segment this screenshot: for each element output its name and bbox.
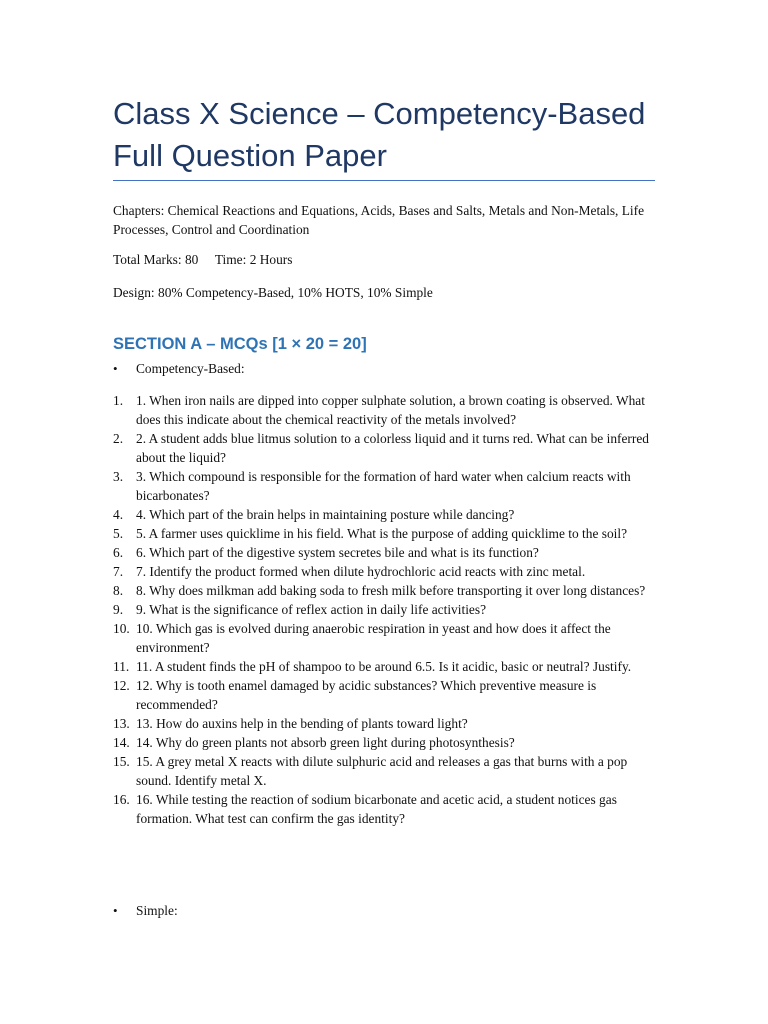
question-text: 16. While testing the reaction of sodium bicarbonate and acetic acid, a student notices gas formation. What test can confirm the gas identity? (136, 792, 617, 826)
page-title: Class X Science – Competency-Based Full Question Paper (113, 96, 646, 173)
question-item (113, 733, 658, 752)
question-number: 1. (113, 393, 124, 408)
question-number: 15. (113, 754, 130, 769)
question-number: 8. (113, 583, 124, 598)
question-number: 5. (113, 526, 124, 541)
bullet-icon: • (113, 903, 118, 918)
question-item (113, 581, 658, 600)
question-number: 6. (113, 545, 124, 560)
question-text: 6. Which part of the digestive system secretes bile and what is its function? (136, 545, 539, 560)
question-number: 14. (113, 735, 130, 750)
question-number: 13. (113, 716, 130, 731)
question-item (113, 600, 658, 619)
question-text: 8. Why does milkman add baking soda to fresh milk before transporting it over long distances? (136, 583, 646, 598)
question-number: 12. (113, 678, 130, 693)
question-number: 11. (113, 659, 130, 674)
question-item (113, 524, 658, 543)
title-underline (113, 180, 655, 181)
question-item (113, 391, 658, 429)
bullet-label: Competency-Based: (136, 361, 245, 376)
question-text: 15. A grey metal X reacts with dilute sulphuric acid and releases a gas that burns with a pop sound. Identify metal X. (136, 754, 628, 788)
question-text: 1. When iron nails are dipped into copper sulphate solution, a brown coating is observed. What does this indicate about the chemical reactivity of the metals involved? (136, 393, 645, 427)
question-text: 11. A student finds the pH of shampoo to be around 6.5. Is it acidic, basic or neutral? Justify. (136, 659, 632, 674)
question-number: 2. (113, 431, 124, 446)
question-item (113, 505, 658, 524)
question-item (113, 676, 658, 714)
question-number: 3. (113, 469, 124, 484)
question-item (113, 657, 658, 676)
question-number: 4. (113, 507, 124, 522)
question-text: 4. Which part of the brain helps in maintaining posture while dancing? (136, 507, 515, 522)
bullet-label: Simple: (136, 903, 178, 918)
bullet-icon: • (113, 361, 118, 376)
question-number: 9. (113, 602, 124, 617)
question-text: 13. How do auxins help in the bending of plants toward light? (136, 716, 468, 731)
design-line: Design: 80% Competency-Based, 10% HOTS, 10% Simple (113, 285, 433, 300)
question-item (113, 562, 658, 581)
question-number: 10. (113, 621, 130, 636)
question-text: 9. What is the significance of reflex action in daily life activities? (136, 602, 487, 617)
question-item (113, 790, 658, 828)
question-text: 12. Why is tooth enamel damaged by acidic substances? Which preventive measure is recommended? (136, 678, 597, 712)
section-a-heading: SECTION A – MCQs [1 × 20 = 20] (113, 335, 367, 353)
question-text: 10. Which gas is evolved during anaerobic respiration in yeast and how does it affect the environment? (136, 621, 611, 655)
question-number: 7. (113, 564, 124, 579)
question-item (113, 429, 658, 467)
question-text: 5. A farmer uses quicklime in his field. What is the purpose of adding quicklime to the soil? (136, 526, 628, 541)
marks-time-line: Total Marks: 80 Time: 2 Hours (113, 252, 293, 267)
chapters-line: Chapters: Chemical Reactions and Equations, Acids, Bases and Salts, Metals and Non-Metals, Life Processes, Control and Coordination (113, 203, 645, 237)
question-list (113, 391, 658, 828)
question-text: 3. Which compound is responsible for the formation of hard water when calcium reacts with bicarbonates? (136, 469, 631, 503)
question-text: 14. Why do green plants not absorb green light during photosynthesis? (136, 735, 515, 750)
question-number: 16. (113, 792, 130, 807)
question-item (113, 714, 658, 733)
question-text: 2. A student adds blue litmus solution to a colorless liquid and it turns red. What can be inferred about the liquid? (136, 431, 649, 465)
question-item (113, 752, 658, 790)
question-item (113, 543, 658, 562)
question-text: 7. Identify the product formed when dilute hydrochloric acid reacts with zinc metal. (136, 564, 586, 579)
question-item (113, 619, 658, 657)
question-item (113, 467, 658, 505)
